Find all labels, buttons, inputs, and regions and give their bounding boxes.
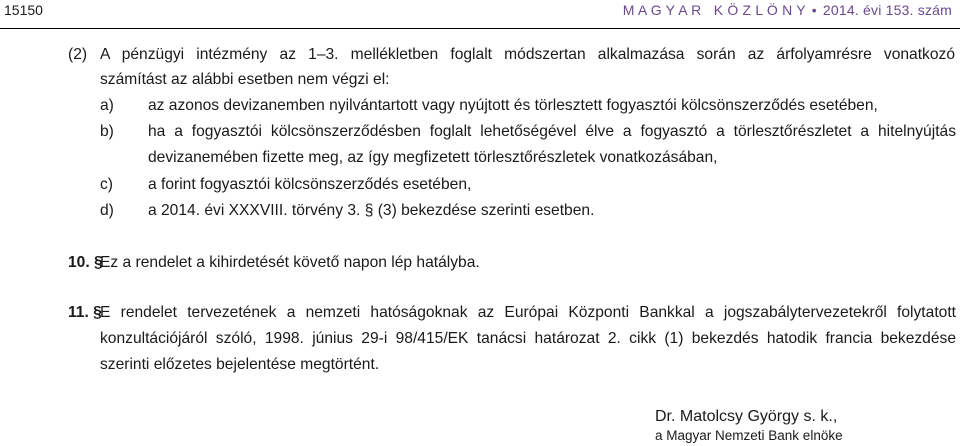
item-b-text-line-2: devizanemében fizette meg, az így megfizetett törlesztőrészletek vonatkozásában, — [148, 149, 718, 166]
item-d-text: a 2014. évi XXXVIII. törvény 3. § (3) bekezdése szerinti esetben. — [148, 202, 595, 219]
section-10-number: 10. § — [68, 254, 103, 271]
issue-label: 2014. évi 153. szám — [822, 2, 952, 18]
section-11-number: 11. § — [68, 304, 102, 321]
section-11-line-2: konzultációjáról szóló, 1998. június 29-i 98/415/EK tanácsi határozat 2. cikk (1) bekezdés hatodik francia bekezdése — [100, 330, 956, 347]
section-11-line-1: E rendelet tervezetének a nemzeti hatóságoknak az Európai Központi Bankkal a jogszabálytervezetekről folytatott — [100, 304, 956, 321]
item-b-text-line-1: ha a fogyasztói kölcsönszerződésben foglalt lehetőségével élve a fogyasztó a törlesztőrészletet a hitelnyújtás — [148, 123, 956, 140]
item-c-label: c) — [100, 176, 113, 193]
item-a-label: a) — [100, 97, 114, 114]
section-10-text: Ez a rendelet a kihirdetését követő napon lép hatályba. — [100, 254, 480, 271]
section-2-intro-line-1: A pénzügyi intézmény az 1–3. mellékletben foglalt módszertan alkalmazása során az árfolyamrésre vonatkozó — [100, 46, 955, 63]
signatory-title: a Magyar Nemzeti Bank elnöke — [655, 428, 843, 443]
item-c-text: a forint fogyasztói kölcsönszerződés esetében, — [148, 176, 472, 193]
item-d-label: d) — [100, 202, 114, 219]
section-11-line-3: szerinti előzetes bejelentése megtörtént. — [100, 356, 380, 373]
section-2-intro-line-2: számítást az alábbi esetben nem végzi el: — [100, 71, 390, 88]
item-a-text: az azonos devizanemben nyilvántartott vagy nyújtott és törlesztett fogyasztói kölcsönszerződés esetében, — [148, 97, 878, 114]
page-number: 15150 — [4, 2, 43, 18]
section-2-number: (2) — [68, 46, 88, 63]
publication-title: M A G Y A R K Ö Z L Ö N Y — [622, 2, 806, 18]
item-b-label: b) — [100, 123, 114, 140]
signatory-name: Dr. Matolcsy György s. k., — [655, 408, 838, 425]
running-header — [623, 0, 952, 20]
header-rule — [0, 28, 960, 29]
header-separator: • — [811, 2, 817, 18]
